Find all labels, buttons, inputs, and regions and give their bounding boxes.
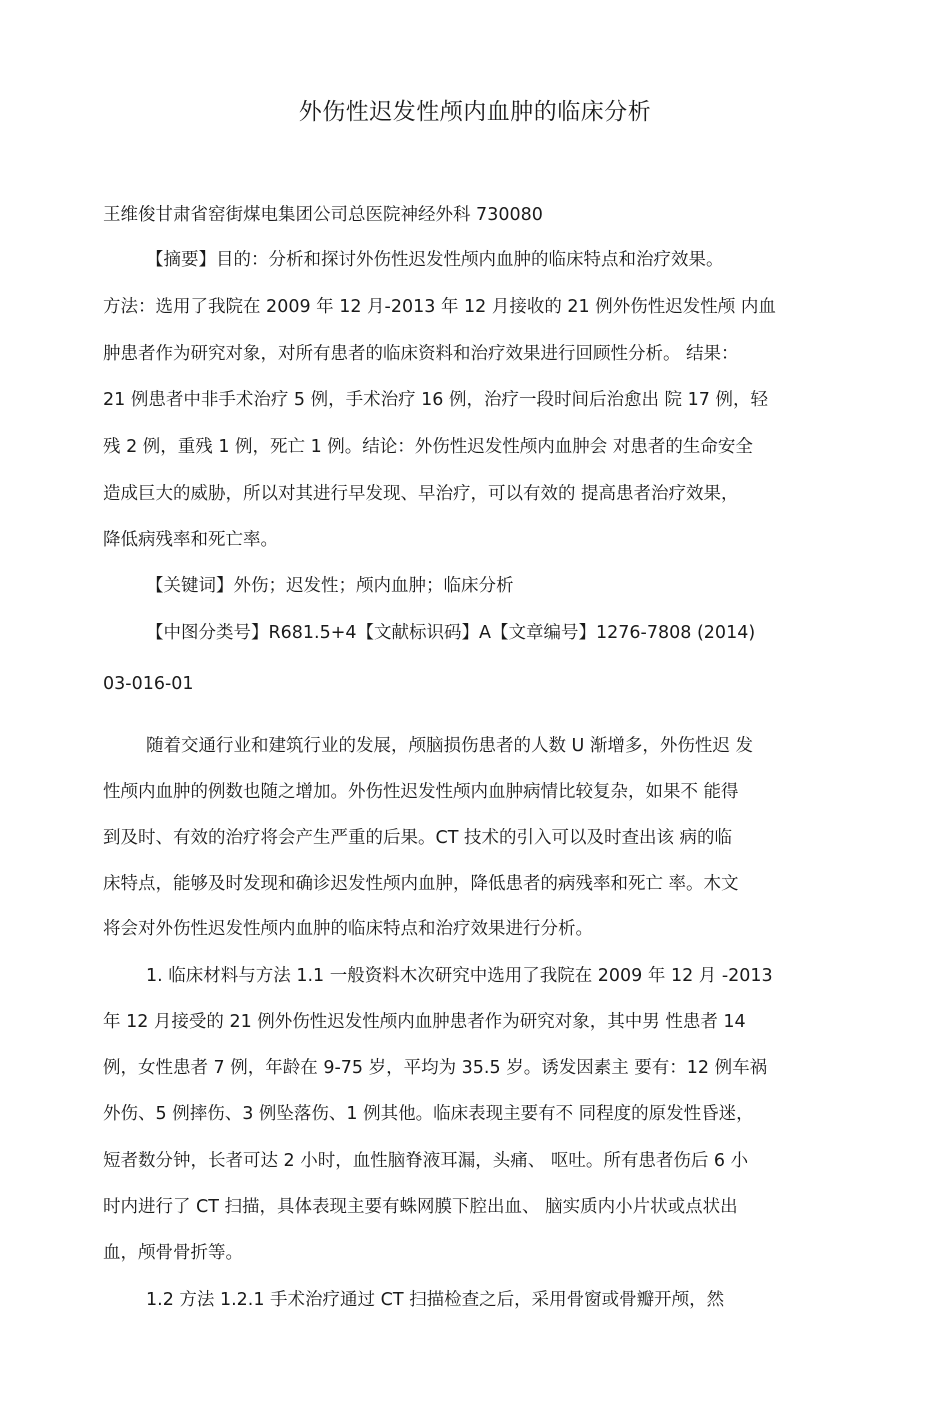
abstract-line: 残 2 例，重残 1 例，死亡 1 例。结论：外伤性迟发性颅内血肿会 对患者的生命安全 [103,437,753,457]
abstract-line: 肿患者作为研究对象，对所有患者的临床资料和治疗效果进行回顾性分析。 结果： [103,344,739,364]
abstract-line: 方法：选用了我院在 2009 年 12 月-2013 年 12 月接收的 21 例外伤性迟发性颅 内血 [103,297,776,317]
methods-line: 血，颅骨骨折等。 [103,1243,243,1263]
intro-line: 随着交通行业和建筑行业的发展，颅脑损伤患者的人数 U 渐增多，外伤性迟 发 [146,736,753,756]
intro-line: 床特点，能够及时发现和确诊迟发性颅内血肿，降低患者的病残率和死亡 率。木文 [103,874,739,894]
classification-line: 03-016-01 [103,674,194,694]
abstract-line: 降低病残率和死亡率。 [103,530,278,550]
methods-line: 短者数分钟，长者可达 2 小时，血性脑脊液耳漏，头痛、 呕吐。所有患者伤后 6 小 [103,1151,749,1171]
method-1-2-line: 1.2 方法 1.2.1 手术治疗通过 CT 扫描检查之后，采用骨窗或骨瓣开颅，然 [146,1290,725,1310]
methods-line: 1. 临床材料与方法 1.1 一般资料木次研究中选用了我院在 2009 年 12 月 -2013 [146,966,773,986]
intro-line: 将会对外伤性迟发性颅内血肿的临床特点和治疗效果进行分析。 [103,919,593,939]
methods-line: 例，女性患者 7 例，年龄在 9-75 岁，平均为 35.5 岁。诱发因素主 要有：12 例车祸 [103,1058,768,1078]
abstract-line: 造成巨大的威胁，所以对其进行早发现、早治疗，可以有效的 提高患者治疗效果， [103,484,739,504]
author-affiliation: 王维俊甘肃省窑街煤电集团公司总医院神经外科 730080 [103,205,543,225]
methods-line: 外伤、5 例摔伤、3 例坠落伤、1 例其他。临床表现主要有不 同程度的原发性昏迷， [103,1104,754,1124]
abstract-line: 【摘要】目的：分析和探讨外伤性迟发性颅内血肿的临床特点和治疗效果。 [146,250,724,270]
methods-line: 年 12 月接受的 21 例外伤性迟发性颅内血肿患者作为研究对象，其中男 性患者 14 [103,1012,746,1032]
keywords-line: 【关键词】外伤；迟发性；颅内血肿；临床分析 [146,576,514,596]
intro-line: 到及时、有效的治疗将会产生严重的后果。CT 技术的引入可以及时查出该 病的临 [103,828,733,848]
methods-line: 时内进行了 CT 扫描，具体表现主要有蛛网膜下腔出血、 脑实质内小片状或点状出 [103,1197,738,1217]
document-title: 外伤性迟发性颅内血肿的临床分析 [298,99,652,125]
intro-line: 性颅内血肿的例数也随之增加。外伤性迟发性颅内血肿病情比较复杂，如果不 能得 [103,782,739,802]
classification-line: 【中图分类号】R681.5+4【文献标识码】A【文章编号】1276-7808 (2014) [146,623,756,643]
abstract-line: 21 例患者中非手术治疗 5 例，手术治疗 16 例，治疗一段时间后治愈出 院 17 例，轻 [103,390,768,410]
